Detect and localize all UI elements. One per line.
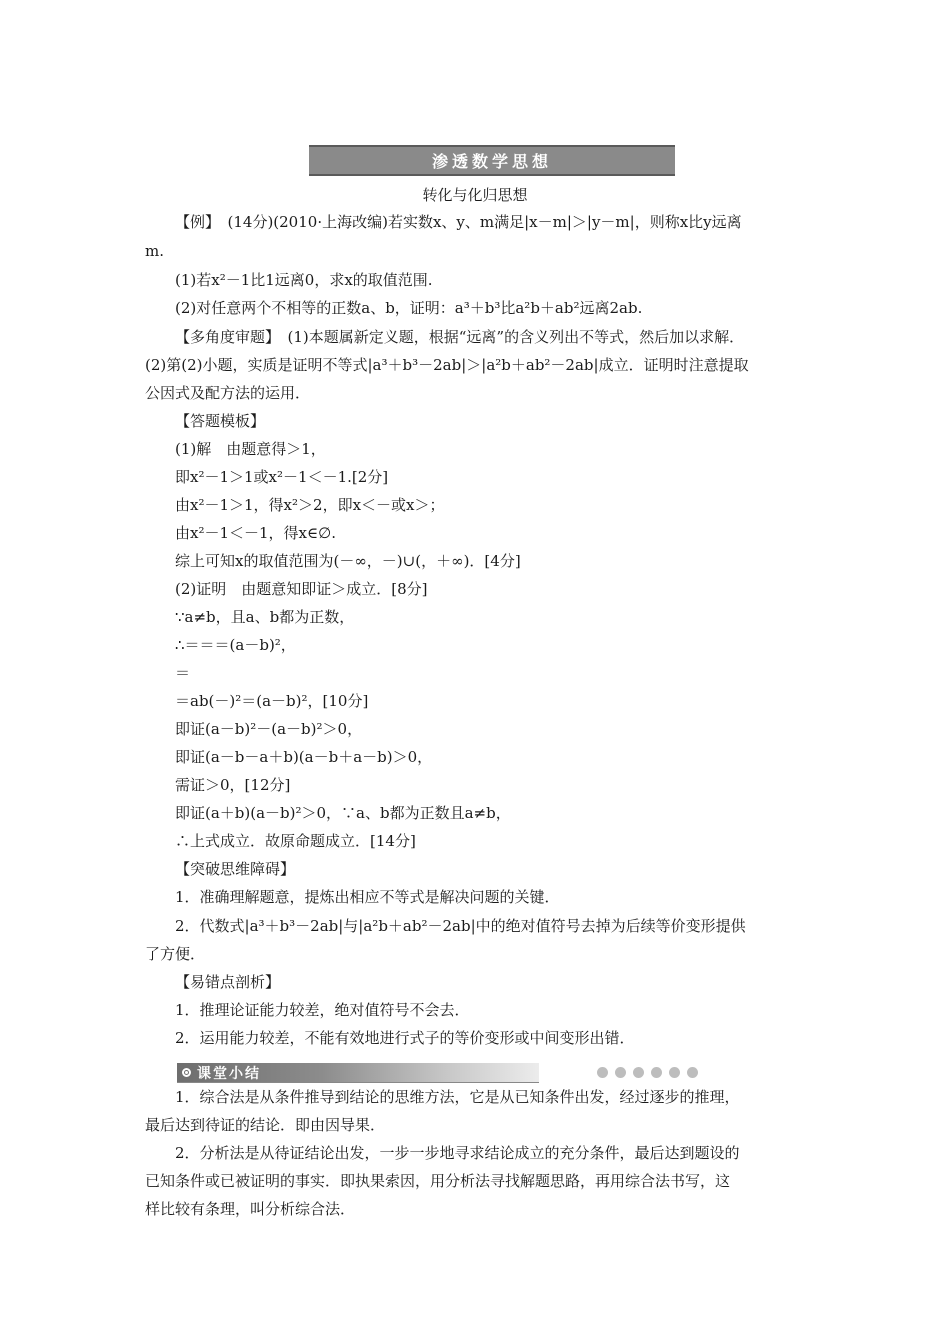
summary-line: 最后达到待证的结论．即由因导果．: [145, 1116, 386, 1134]
summary-heading: 课堂小结: [197, 1065, 261, 1082]
proof-line: ∴＝＝＝(a－b)²，: [175, 636, 296, 654]
example-intro-cont: m.: [145, 242, 164, 260]
analysis-line-3: 公因式及配方法的运用．: [145, 384, 311, 402]
solution-line: (1)解 由题意得＞1，: [175, 440, 326, 458]
solution-line: 即x²－1＞1或x²－1＜－1.[2分]: [175, 468, 389, 486]
error-analysis-heading: 【易错点剖析】: [175, 973, 281, 991]
solution-line: 综上可知x的取值范围为(－∞，－)∪(，＋∞)．[4分]: [175, 552, 521, 570]
proof-line: ∵a≠b，且a、b都为正数，: [175, 608, 355, 626]
proof-line: ∴上式成立．故原命题成立．[14分]: [175, 832, 416, 850]
summary-line: 样比较有条理，叫分析综合法．: [145, 1200, 356, 1218]
example-intro: 【例】 (14分)(2010·上海改编)若实数x、y、m满足|x－m|＞|y－m|，则称x比y远离: [175, 213, 742, 231]
dot-icon: [651, 1067, 662, 1078]
proof-line: 需证＞0，[12分]: [175, 776, 291, 794]
proof-line: 即证(a－b－a＋b)(a－b＋a－b)＞0，: [175, 748, 433, 766]
topic-subtitle: 转化与化归思想: [422, 186, 528, 204]
solution-line: 由x²－1＜－1，得x∈∅.: [175, 524, 336, 542]
proof-line: ＝ab(－)²＝(a－b)²，[10分]: [175, 692, 369, 710]
analysis-heading-line: 【多角度审题】 (1)本题属新定义题，根据“远离”的含义列出不等式，然后加以求解．: [175, 328, 745, 346]
summary-section-bar: [177, 1063, 539, 1082]
proof-line: 即证(a＋b)(a－b)²＞0，∵a、b都为正数且a≠b，: [175, 804, 511, 822]
dot-icon: [597, 1067, 608, 1078]
breakthrough-item-2: 2．代数式|a³＋b³－2ab|与|a²b＋ab²－2ab|中的绝对值符号去掉为后续等价变形提供: [175, 917, 746, 935]
question-1: (1)若x²－1比1远离0，求x的取值范围.: [175, 271, 433, 289]
summary-line: 2．分析法是从待证结论出发，一步一步地寻求结论成立的充分条件，最后达到题设的: [175, 1144, 740, 1162]
circle-bullet-icon: [182, 1068, 191, 1077]
proof-line: ＝: [175, 664, 191, 682]
error-item-1: 1．推理论证能力较差，绝对值符号不会去．: [175, 1001, 470, 1019]
analysis-line-2: (2)第(2)小题，实质是证明不等式|a³＋b³－2ab|＞|a²b＋ab²－2ab|成立．证明时注意提取: [145, 356, 749, 374]
section-banner: [309, 145, 675, 176]
dot-icon: [687, 1067, 698, 1078]
proof-line: 即证(a－b)²－(a－b)²＞0，: [175, 720, 363, 738]
question-2: (2)对任意两个不相等的正数a、b，证明：a³＋b³比a²b＋ab²远离2ab.: [175, 299, 643, 317]
breakthrough-heading: 【突破思维障碍】: [175, 860, 296, 878]
dot-icon: [615, 1067, 626, 1078]
error-item-2: 2．运用能力较差，不能有效地进行式子的等价变形或中间变形出错．: [175, 1029, 635, 1047]
breakthrough-item-2-cont: 了方便．: [145, 945, 206, 963]
answer-template-heading: 【答题模板】: [175, 412, 266, 430]
summary-divider: [177, 1082, 539, 1083]
proof-line: (2)证明 由题意知即证＞成立．[8分]: [175, 580, 428, 598]
breakthrough-item-1: 1．准确理解题意，提炼出相应不等式是解决问题的关键．: [175, 888, 560, 906]
section-banner-title: 渗透数学思想: [431, 152, 552, 171]
dot-icon: [633, 1067, 644, 1078]
summary-line: 1．综合法是从条件推导到结论的思维方法，它是从已知条件出发，经过逐步的推理，: [175, 1088, 740, 1106]
solution-line: 由x²－1＞1，得x²＞2，即x＜－或x＞；: [175, 496, 445, 514]
dot-icon: [669, 1067, 680, 1078]
summary-line: 已知条件或已被证明的事实．即执果索因，用分析法寻找解题思路，再用综合法书写，这: [145, 1172, 731, 1190]
decorative-dots: [597, 1067, 698, 1078]
